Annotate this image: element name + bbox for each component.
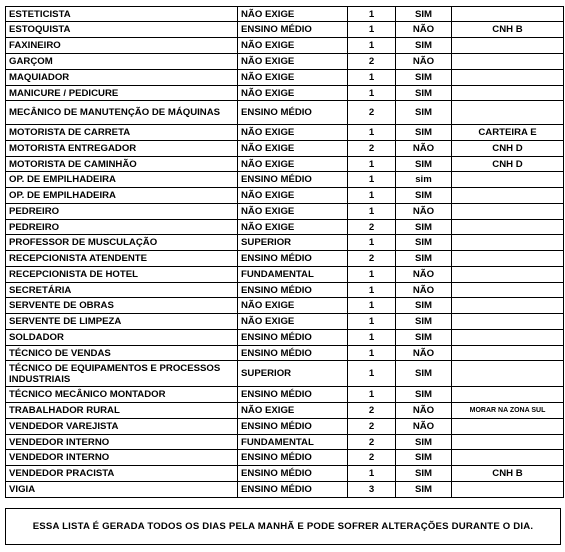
notes-cell: CNH B (452, 466, 564, 482)
notes-cell (452, 204, 564, 220)
education-cell: ENSINO MÉDIO (238, 251, 348, 267)
openings-cell: 2 (348, 403, 396, 419)
education-cell: ENSINO MÉDIO (238, 101, 348, 125)
education-cell: NÃO EXIGE (238, 204, 348, 220)
openings-cell: 1 (348, 314, 396, 330)
education-cell: ENSINO MÉDIO (238, 346, 348, 361)
experience-cell: NÃO (396, 403, 452, 419)
experience-cell: SIM (396, 251, 452, 267)
job-title-cell: TÉCNICO MECÂNICO MONTADOR (6, 387, 238, 403)
notes-cell (452, 101, 564, 125)
table-row (6, 251, 564, 267)
notes-cell (452, 435, 564, 450)
notes-cell: CARTEIRA E (452, 125, 564, 141)
job-title-cell: GARÇOM (6, 54, 238, 70)
openings-cell: 2 (348, 220, 396, 235)
job-title-cell: PROFESSOR DE MUSCULAÇÃO (6, 235, 238, 251)
job-title-cell: VENDEDOR INTERNO (6, 435, 238, 450)
education-cell: NÃO EXIGE (238, 54, 348, 70)
job-title-cell: RECEPCIONISTA ATENDENTE (6, 251, 238, 267)
education-cell: NÃO EXIGE (238, 403, 348, 419)
job-title-cell: OP. DE EMPILHADEIRA (6, 188, 238, 204)
table-row (6, 172, 564, 188)
job-title-cell: MAQUIADOR (6, 70, 238, 86)
job-title-cell: VENDEDOR VAREJISTA (6, 419, 238, 435)
notes-cell: CNH D (452, 157, 564, 172)
experience-cell: SIM (396, 314, 452, 330)
table-row (6, 38, 564, 54)
openings-cell: 1 (348, 86, 396, 101)
education-cell: NÃO EXIGE (238, 220, 348, 235)
job-title-cell: VENDEDOR PRACISTA (6, 466, 238, 482)
table-row (6, 235, 564, 251)
job-title-cell: SERVENTE DE LIMPEZA (6, 314, 238, 330)
openings-cell: 1 (348, 204, 396, 220)
job-title-cell: RECEPCIONISTA DE HOTEL (6, 267, 238, 283)
openings-cell: 1 (348, 361, 396, 387)
openings-cell: 1 (348, 7, 396, 22)
experience-cell: NÃO (396, 346, 452, 361)
table-row (6, 419, 564, 435)
education-cell: NÃO EXIGE (238, 125, 348, 141)
experience-cell: NÃO (396, 419, 452, 435)
education-cell: ENSINO MÉDIO (238, 450, 348, 466)
notes-cell (452, 330, 564, 346)
education-cell: NÃO EXIGE (238, 70, 348, 86)
openings-cell: 1 (348, 188, 396, 204)
experience-cell: SIM (396, 450, 452, 466)
experience-cell: SIM (396, 235, 452, 251)
openings-cell: 1 (348, 157, 396, 172)
table-row (6, 188, 564, 204)
table-row (6, 7, 564, 22)
experience-cell: SIM (396, 220, 452, 235)
experience-cell: SIM (396, 330, 452, 346)
table-row (6, 450, 564, 466)
openings-cell: 2 (348, 54, 396, 70)
notes-cell: CNH B (452, 22, 564, 38)
table-row (6, 283, 564, 298)
notes-cell (452, 172, 564, 188)
openings-cell: 2 (348, 251, 396, 267)
table-row (6, 466, 564, 482)
experience-cell: SIM (396, 188, 452, 204)
notes-cell (452, 283, 564, 298)
notes-cell (452, 7, 564, 22)
job-title-cell: VIGIA (6, 482, 238, 498)
job-title-cell: VENDEDOR INTERNO (6, 450, 238, 466)
experience-cell: SIM (396, 70, 452, 86)
experience-cell: NÃO (396, 54, 452, 70)
notes-cell (452, 220, 564, 235)
education-cell: NÃO EXIGE (238, 141, 348, 157)
openings-cell: 1 (348, 38, 396, 54)
job-title-cell: SERVENTE DE OBRAS (6, 298, 238, 314)
education-cell: NÃO EXIGE (238, 298, 348, 314)
notes-cell (452, 346, 564, 361)
experience-cell: SIM (396, 86, 452, 101)
openings-cell: 1 (348, 125, 396, 141)
experience-cell: SIM (396, 466, 452, 482)
table-row (6, 387, 564, 403)
notes-cell (452, 86, 564, 101)
table-row (6, 482, 564, 498)
openings-cell: 2 (348, 435, 396, 450)
experience-cell: SIM (396, 125, 452, 141)
table-row (6, 330, 564, 346)
education-cell: NÃO EXIGE (238, 86, 348, 101)
openings-cell: 2 (348, 101, 396, 125)
education-cell: ENSINO MÉDIO (238, 387, 348, 403)
openings-cell: 1 (348, 466, 396, 482)
experience-cell: SIM (396, 298, 452, 314)
job-title-cell: FAXINEIRO (6, 38, 238, 54)
job-title-cell: PEDREIRO (6, 220, 238, 235)
table-row (6, 435, 564, 450)
education-cell: ENSINO MÉDIO (238, 330, 348, 346)
notes-cell (452, 70, 564, 86)
experience-cell: SIM (396, 38, 452, 54)
table-row (6, 346, 564, 361)
notes-cell (452, 188, 564, 204)
experience-cell: SIM (396, 361, 452, 387)
experience-cell: NÃO (396, 267, 452, 283)
job-title-cell: OP. DE EMPILHADEIRA (6, 172, 238, 188)
job-title-cell: MECÂNICO DE MANUTENÇÃO DE MÁQUINAS (6, 101, 238, 125)
table-row (6, 141, 564, 157)
openings-cell: 2 (348, 141, 396, 157)
experience-cell: SIM (396, 482, 452, 498)
notes-cell (452, 38, 564, 54)
job-title-cell: PEDREIRO (6, 204, 238, 220)
job-title-cell: MANICURE / PEDICURE (6, 86, 238, 101)
openings-cell: 1 (348, 387, 396, 403)
notes-cell (452, 54, 564, 70)
job-title-cell: ESTOQUISTA (6, 22, 238, 38)
experience-cell: SIM (396, 7, 452, 22)
experience-cell: SIM (396, 101, 452, 125)
table-row (6, 361, 564, 387)
experience-cell: SIM (396, 157, 452, 172)
experience-cell: NÃO (396, 204, 452, 220)
table-row (6, 101, 564, 125)
education-cell: NÃO EXIGE (238, 314, 348, 330)
education-cell: NÃO EXIGE (238, 38, 348, 54)
education-cell: ENSINO MÉDIO (238, 466, 348, 482)
job-title-cell: ESTETICISTA (6, 7, 238, 22)
openings-cell: 1 (348, 298, 396, 314)
notes-cell (452, 298, 564, 314)
experience-cell: NÃO (396, 283, 452, 298)
education-cell: ENSINO MÉDIO (238, 419, 348, 435)
education-cell: ENSINO MÉDIO (238, 482, 348, 498)
openings-cell: 1 (348, 267, 396, 283)
table-row (6, 54, 564, 70)
table-row (6, 70, 564, 86)
experience-cell: NÃO (396, 22, 452, 38)
education-cell: SUPERIOR (238, 361, 348, 387)
education-cell: ENSINO MÉDIO (238, 22, 348, 38)
experience-cell: SIM (396, 435, 452, 450)
education-cell: FUNDAMENTAL (238, 267, 348, 283)
notes-cell (452, 267, 564, 283)
openings-cell: 1 (348, 70, 396, 86)
job-title-cell: MOTORISTA ENTREGADOR (6, 141, 238, 157)
table-row (6, 267, 564, 283)
openings-cell: 1 (348, 172, 396, 188)
job-title-cell: SOLDADOR (6, 330, 238, 346)
table-row (6, 403, 564, 419)
education-cell: NÃO EXIGE (238, 188, 348, 204)
openings-cell: 3 (348, 482, 396, 498)
table-row (6, 314, 564, 330)
footer-note: ESSA LISTA É GERADA TODOS OS DIAS PELA MANHÃ E PODE SOFRER ALTERAÇÕES DURANTE O DIA. (5, 508, 561, 545)
table-row (6, 220, 564, 235)
job-listing-sheet (5, 6, 563, 498)
openings-cell: 1 (348, 283, 396, 298)
job-title-cell: TÉCNICO DE VENDAS (6, 346, 238, 361)
openings-cell: 2 (348, 419, 396, 435)
education-cell: ENSINO MÉDIO (238, 172, 348, 188)
notes-cell: CNH D (452, 141, 564, 157)
notes-cell (452, 361, 564, 387)
table-row (6, 125, 564, 141)
openings-cell: 1 (348, 330, 396, 346)
job-title-cell: TÉCNICO DE EQUIPAMENTOS E PROCESSOS INDUSTRIAIS (6, 361, 238, 387)
job-table (5, 6, 564, 498)
openings-cell: 2 (348, 450, 396, 466)
education-cell: NÃO EXIGE (238, 157, 348, 172)
job-title-cell: SECRETÁRIA (6, 283, 238, 298)
notes-cell: MORAR NA ZONA SUL (452, 403, 564, 419)
experience-cell: NÃO (396, 141, 452, 157)
job-title-cell: MOTORISTA DE CARRETA (6, 125, 238, 141)
notes-cell (452, 314, 564, 330)
notes-cell (452, 235, 564, 251)
notes-cell (452, 482, 564, 498)
openings-cell: 1 (348, 346, 396, 361)
table-row (6, 86, 564, 101)
education-cell: FUNDAMENTAL (238, 435, 348, 450)
job-table-body (6, 7, 564, 498)
table-row (6, 157, 564, 172)
notes-cell (452, 419, 564, 435)
education-cell: SUPERIOR (238, 235, 348, 251)
job-title-cell: MOTORISTA DE CAMINHÃO (6, 157, 238, 172)
openings-cell: 1 (348, 235, 396, 251)
experience-cell: sim (396, 172, 452, 188)
table-row (6, 22, 564, 38)
experience-cell: SIM (396, 387, 452, 403)
education-cell: ENSINO MÉDIO (238, 283, 348, 298)
table-row (6, 204, 564, 220)
job-title-cell: TRABALHADOR RURAL (6, 403, 238, 419)
notes-cell (452, 251, 564, 267)
notes-cell (452, 450, 564, 466)
openings-cell: 1 (348, 22, 396, 38)
education-cell: NÃO EXIGE (238, 7, 348, 22)
table-row (6, 298, 564, 314)
notes-cell (452, 387, 564, 403)
